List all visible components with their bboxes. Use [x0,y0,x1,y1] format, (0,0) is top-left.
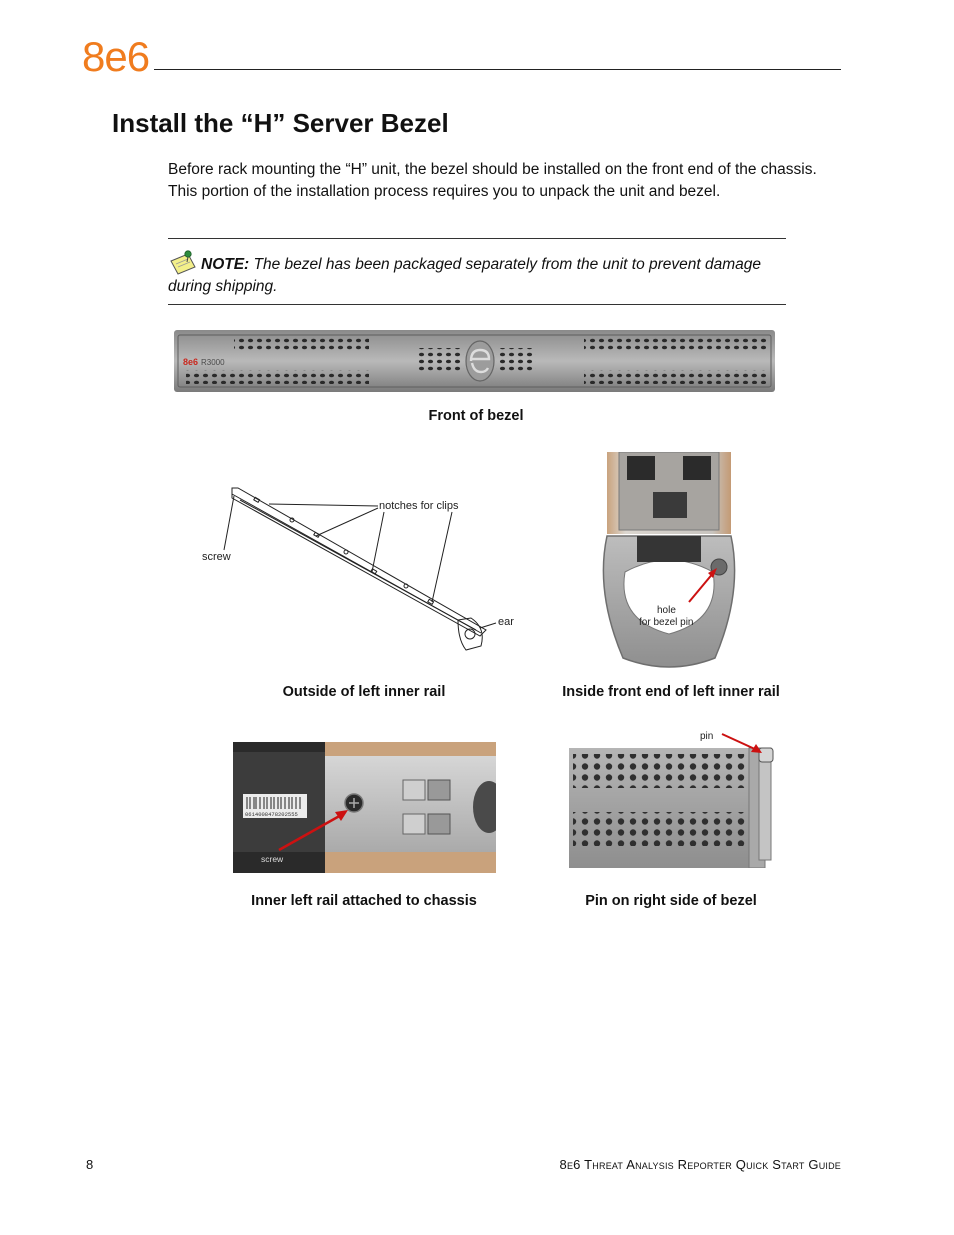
outside-rail-diagram [196,480,526,660]
footer-doc-title: 8e6 Threat Analysis Reporter Quick Start Guide [559,1157,841,1172]
bezel-front-photo [174,330,775,392]
inside-rail-photo [597,452,741,668]
caption-inside-rail: Inside front end of left inner rail [562,684,780,700]
bezel-model-text: R3000 [201,358,225,367]
label-notches: notches for clips [379,500,459,512]
label-serial: 0614008478202555 [245,811,298,818]
intro-paragraph: Before rack mounting the “H” unit, the bezel should be installed on the front end of the chassis. This portion of the installation process requires you to unpack the unit and bezel. [168,161,817,200]
label-hole: hole [657,605,676,616]
page-number: 8 [86,1157,94,1172]
caption-front-of-bezel: Front of bezel [428,408,524,424]
caption-outside-rail: Outside of left inner rail [282,684,446,700]
brand-logo: 8e6 [82,33,150,80]
note-top-rule [168,238,786,239]
caption-rail-chassis: Inner left rail attached to chassis [251,893,477,909]
caption-pin-bezel: Pin on right side of bezel [585,893,757,909]
rail-chassis-photo [233,742,496,873]
note-body: The bezel has been packaged separately from the unit to prevent damage during shipping. [168,256,762,295]
header-rule [154,69,841,70]
bezel-brand-text: 8e6 [183,357,199,367]
pin-bezel-photo [567,728,781,868]
label-screw-chassis: screw [261,854,284,864]
note-bottom-rule [168,304,786,305]
note-box [168,249,786,297]
page-title: Install the “H” Server Bezel [112,108,449,138]
label-ear: ear [498,616,514,628]
label-for-bezel-pin: for bezel pin [639,617,694,628]
label-pin: pin [700,731,714,742]
note-pad-icon [168,249,198,275]
note-label: NOTE: [201,256,250,273]
label-screw: screw [202,551,231,563]
